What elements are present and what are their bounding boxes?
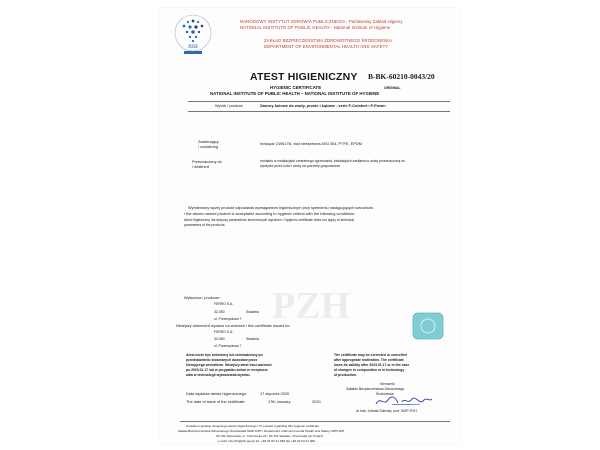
- divider: [188, 101, 450, 102]
- contains-label: Zawierający: [198, 139, 219, 144]
- original-mark: ORIGINAL: [384, 86, 401, 90]
- producer-label: Wytwórca / producer:: [184, 295, 221, 300]
- validity-en-line4: of changes in composition or in technology: [334, 368, 405, 372]
- issued-for-name: FERRO S.A.: [214, 330, 234, 334]
- purpose-value-line1: montażu w instalacjach centralnego ogrzewania, instalacjach zasilania w wodę przeznaczoną do: [260, 159, 405, 163]
- issued-for-label: Niniejszy dokument wydano na wniosek / this certificate issued for: [176, 323, 290, 328]
- issue-date-pl-label: Data wydania atestu higienicznego:: [186, 391, 248, 396]
- divider: [188, 111, 450, 112]
- producer-city: Skawina: [246, 310, 259, 314]
- watermark: PZH: [272, 285, 351, 327]
- validity-pl-line3: kierującego wnioskiem. Niniejszy atest traci ważność: [186, 363, 272, 367]
- header-department-pl: ZAKŁAD BEZPIECZEŃSTWA ZDROWOTNEGO ŚRODOWISKA: [264, 38, 393, 43]
- header-institute-en: NATIONAL INSTITUTE OF PUBLIC HEALTH - National Institute of Hygiene: [240, 25, 391, 30]
- footer-divider: [180, 421, 450, 422]
- hologram-seal: [412, 312, 444, 340]
- statement-note-line2: parameters of the products.: [184, 223, 226, 227]
- svg-text:PZH: PZH: [188, 45, 198, 50]
- producer-street: ul. Przemysłowa 7: [214, 317, 242, 321]
- purpose-label: Przeznaczony do: [192, 159, 222, 164]
- validity-pl-line2: przedstawieniu stosownych dowodów przez: [186, 358, 258, 362]
- header-department-en: DEPARTMENT OF ENVIRONMENTAL HEALTH AND SAFETY: [264, 44, 389, 49]
- footer-line4: e-mail: zbs-zhi@pzh.gov.pl tel. +48 22 54 21 298 fax +48 22 54 21 369: [218, 439, 315, 443]
- contains-label-en: / containing: [198, 144, 218, 149]
- issued-for-street: ul. Przemysłowa 7: [214, 344, 242, 348]
- issued-for-postcode: 32-050: [214, 337, 225, 341]
- producer-postcode: 32-050: [214, 310, 225, 314]
- contains-value: mosiądz CW617N, stal nierdzewna AISI 304, PTFE, EPDM: [260, 141, 362, 146]
- institute-name: NATIONAL INSTITUTE OF PUBLIC HEALTH – NATIONAL INSTITUTE OF HYGIENE: [210, 91, 380, 96]
- signature-role-line1: Kierownik: [380, 382, 395, 386]
- signature-role-line2: Zakładu Bezpieczeństwa Zdrowotnego: [346, 387, 405, 391]
- footer-line1: Kontakt w sprawie niniejszego atestu higienicznego / To contact regarding this hygienic certificate: [186, 424, 320, 428]
- signature-signer: dr hab. Jolanta Solecka, prof. NIZP-PZH: [356, 409, 417, 413]
- handwritten-signature: [374, 394, 434, 408]
- statement-en: / the above-named product is acceptable according to hygienic criteria with the following conditions:: [184, 211, 356, 216]
- purpose-label-en: / destined: [192, 164, 209, 169]
- institute-logo: [172, 12, 214, 56]
- validity-pl-line1: Atest może być zmieniony lub unieważniony po: [186, 353, 263, 357]
- signature-role-line3: Środowiska: [376, 392, 394, 396]
- footer-line3: 00-791 Warszawa, ul. Chocimska 24 / 00-791 Warsaw, Chocimska 24, Poland: [216, 434, 323, 438]
- producer-name: FERRO S.A.: [214, 302, 234, 306]
- validity-pl-line4: po 2023.01.17 lub w przypadku zmian w recepturze: [186, 368, 268, 372]
- product-label: Wyrób / product:: [215, 103, 244, 108]
- certificate-subtitle: HYGIENIC CERTIFICATE: [270, 85, 322, 90]
- validity-en-line3: loses its validity after 2023.01.17 or in the case: [334, 363, 410, 367]
- issue-date-pl-value: 17 stycznia 2020: [260, 391, 290, 396]
- header-institute-pl: NARODOWY INSTYTUT ZDROWIA PUBLICZNEGO - Państwowy Zakład Higieny: [240, 19, 403, 24]
- issue-date-en-value: 17th January: [268, 399, 291, 404]
- validity-en-line1: The certificate may be corrected or cancelled: [334, 353, 407, 357]
- footer-line2: Zakład Bezpieczeństwa Zdrowotnego Środowiska NIZP-PZH / Department of Environmental Health and Safety NIPH-NIH: [178, 429, 345, 433]
- validity-en-line5: of production.: [334, 373, 357, 377]
- issue-date-en-year: 2020: [312, 399, 321, 404]
- statement-note-line1: Atest Higieniczny nie dotyczy parametrów technicznych wyrobów / Hygienic certificate does not apply to technical: [184, 218, 354, 222]
- certificate-number: B-BK-60210-0043/20: [368, 72, 435, 81]
- issued-for-city: Skawina: [246, 337, 259, 341]
- issue-date-en-label: The date of issue of the certificate:: [186, 399, 246, 404]
- validity-pl-line5: albo w technologii wytwarzania wyrobu.: [186, 373, 251, 377]
- certificate-title: ATEST HIGIENICZNY: [250, 71, 358, 83]
- product-value: Zawory kulowe do wody, proste i kątowe - serie F-Comfort i F-Power: [260, 103, 386, 108]
- purpose-value-line2: spożycia przez ludzi i wodę na potrzeby gospodarcze: [260, 164, 341, 168]
- validity-en-line2: after appropriate motivation. The certificate: [334, 358, 404, 362]
- certificate-page: [160, 8, 460, 444]
- statement-pl: Wymieniony wyżej produkt odpowiada wymaganiom higienicznym przy spełnieniu następujących warunków: [188, 205, 374, 210]
